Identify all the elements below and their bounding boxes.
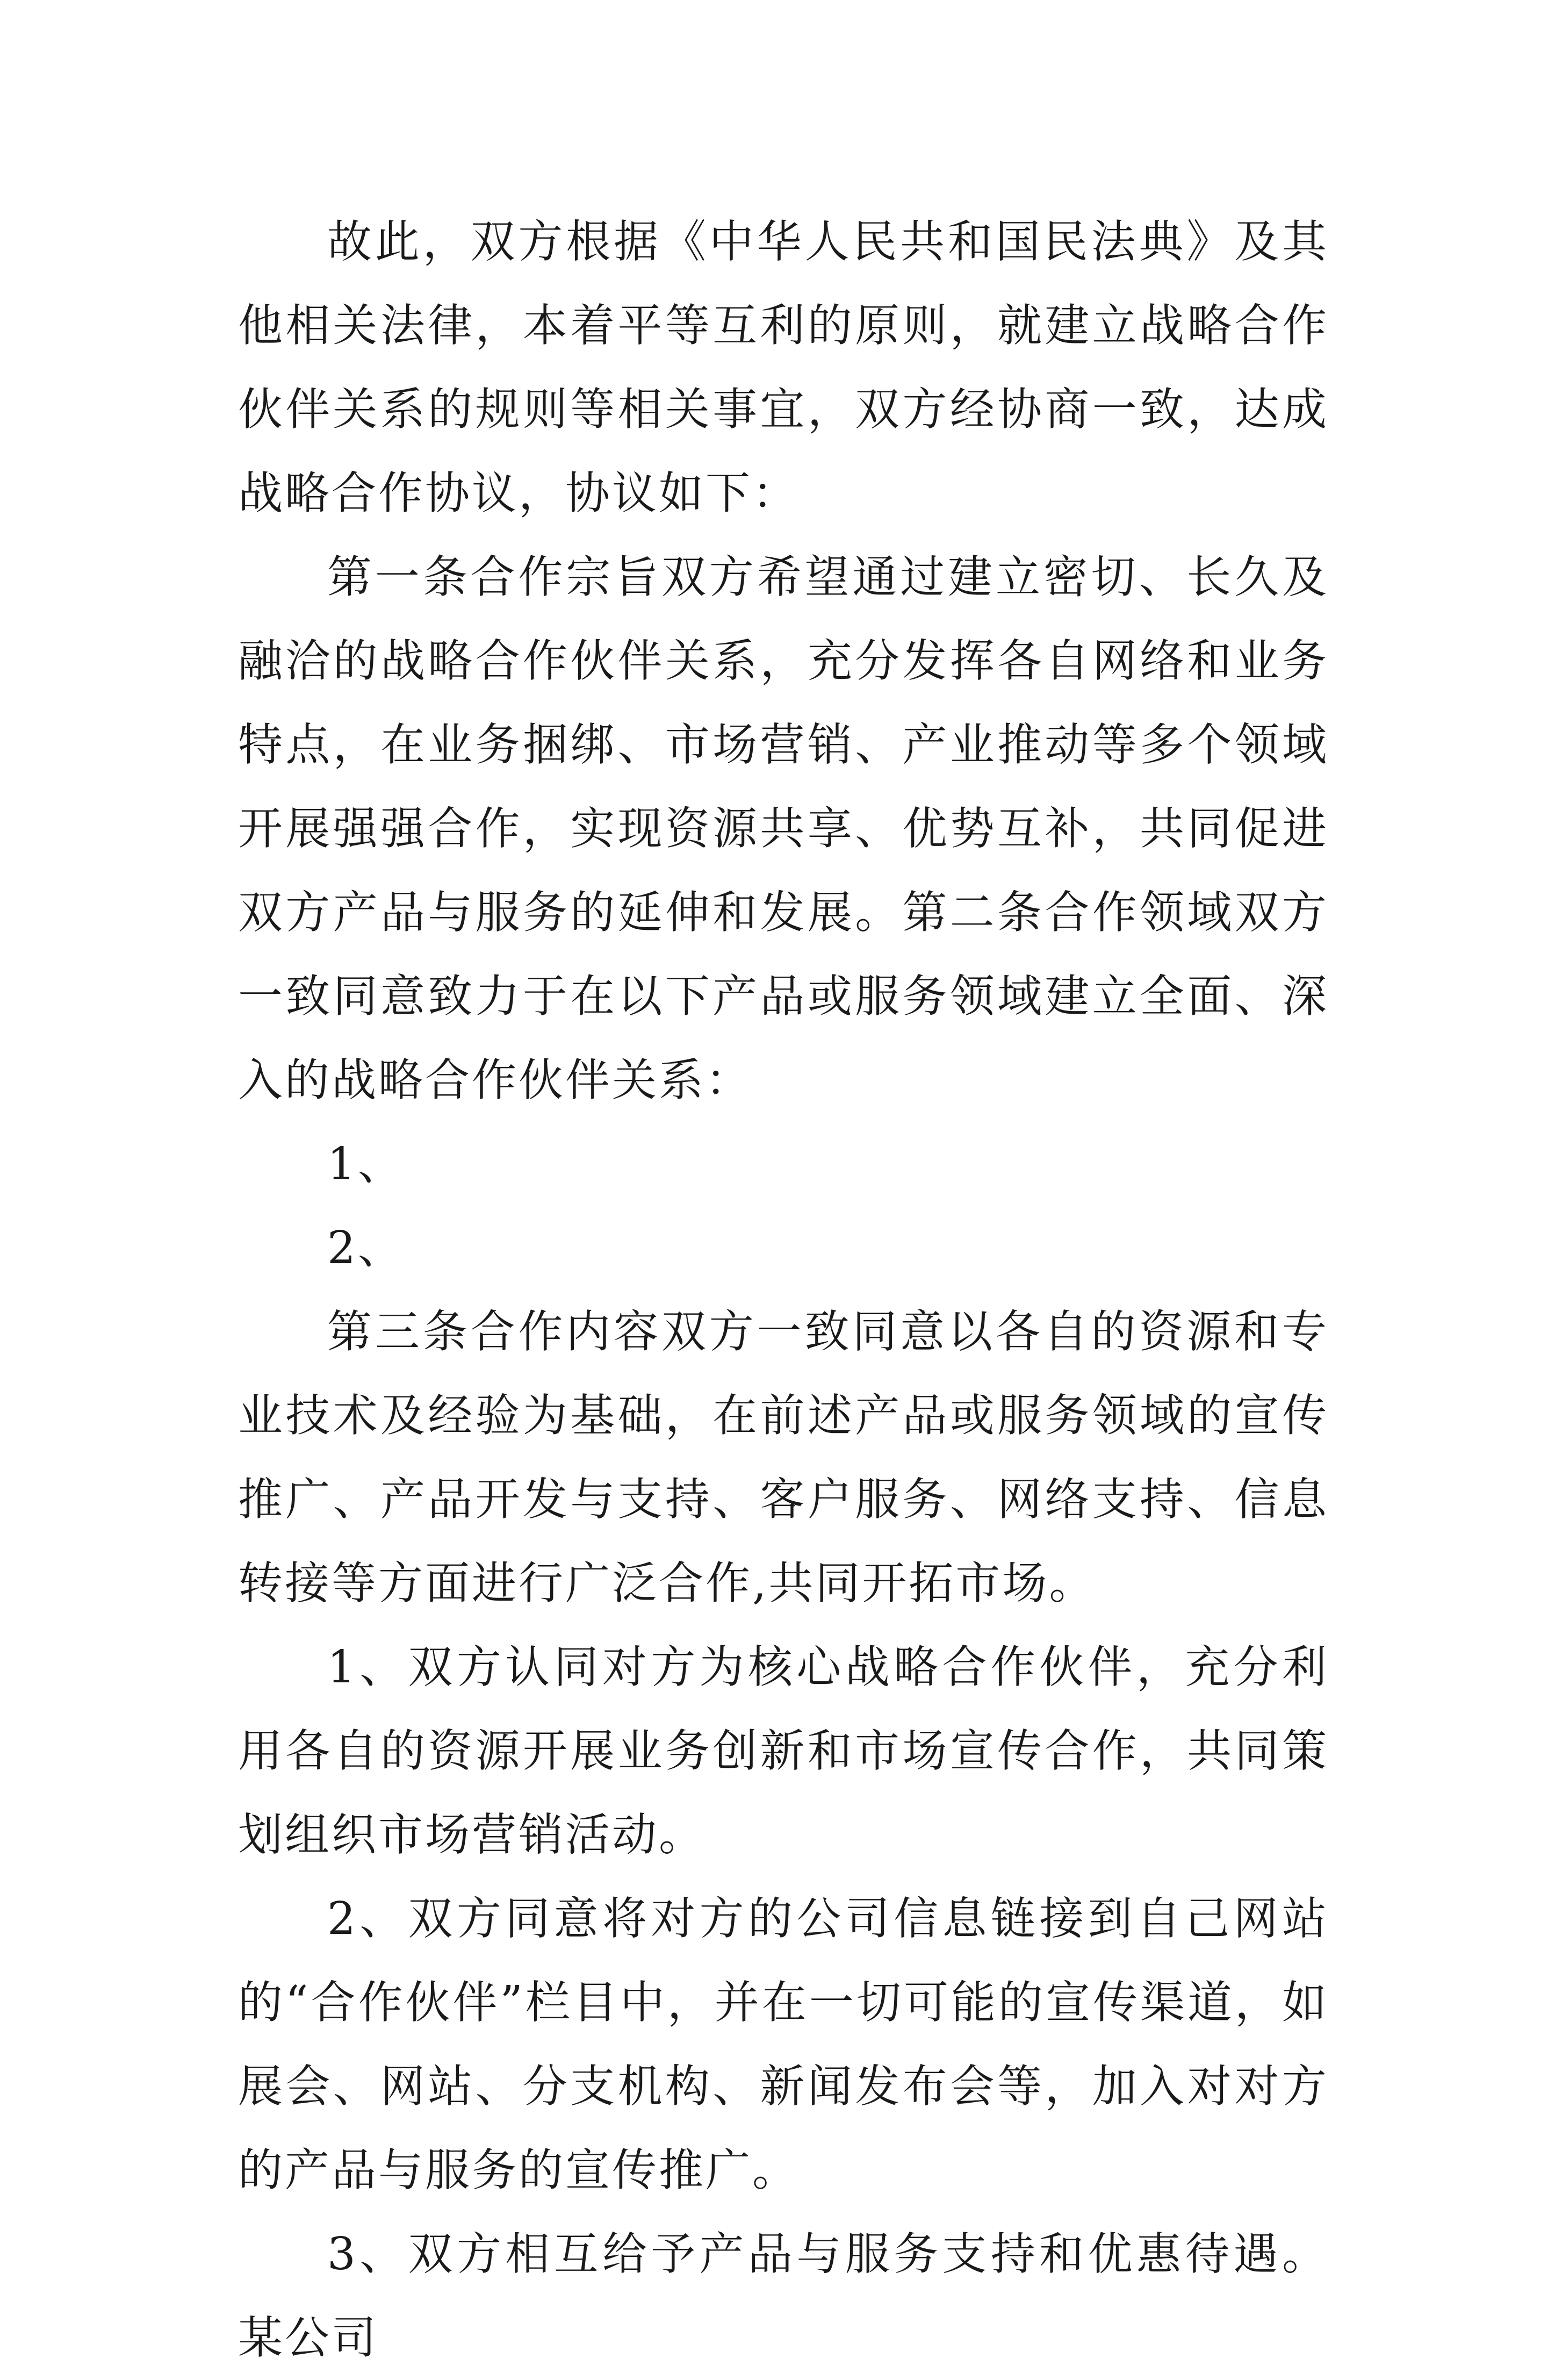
paragraph-clause-1: 1、双方认同对方为核心战略合作伙伴，充分利用各自的资源开展业务创新和市场宣传合作，共同策划组织市场营销活动。 xyxy=(238,1641,1329,1861)
paragraph-preamble: 故此，双方根据《中华人民共和国民法典》及其他相关法律，本着平等互利的原则，就建立战略合作伙伴关系的规则等相关事宜，双方经协商一致，达成战略合作协议，协议如下： xyxy=(238,216,1329,519)
paragraph-clause-2: 2、双方同意将对方的公司信息链接到自己网站的“合作伙伴”栏目中，并在一切可能的宣传渠道，如展会、网站、分支机构、新闻发布会等，加入对对方的产品与服务的宣传推广。 xyxy=(238,1892,1329,2196)
document-body xyxy=(238,200,1329,2380)
paragraph-item-1: 1、 xyxy=(327,1138,405,1190)
paragraph-clause-3: 3、双方相互给予产品与服务支持和优惠待遇。某公司 xyxy=(238,2228,1329,2364)
paragraph-item-2: 2、 xyxy=(327,1222,405,1274)
paragraph-article-3: 第三条合作内容双方一致同意以各自的资源和专业技术及经验为基础，在前述产品或服务领域的宣传推广、产品开发与支持、客户服务、网络支持、信息转接等方面进行广泛合作,共同开拓市场。 xyxy=(238,1306,1329,1609)
paragraph-article-1-2: 第一条合作宗旨双方希望通过建立密切、长久及融洽的战略合作伙伴关系，充分发挥各自网络和业务特点，在业务捆绑、市场营销、产业推动等多个领域开展强强合作，实现资源共享、优势互补，共同促进双方产品与服务的延伸和发展。第二条合作领域双方一致同意致力于在以下产品或服务领域建立全面、深入的战略合作伙伴关系： xyxy=(238,551,1329,1106)
